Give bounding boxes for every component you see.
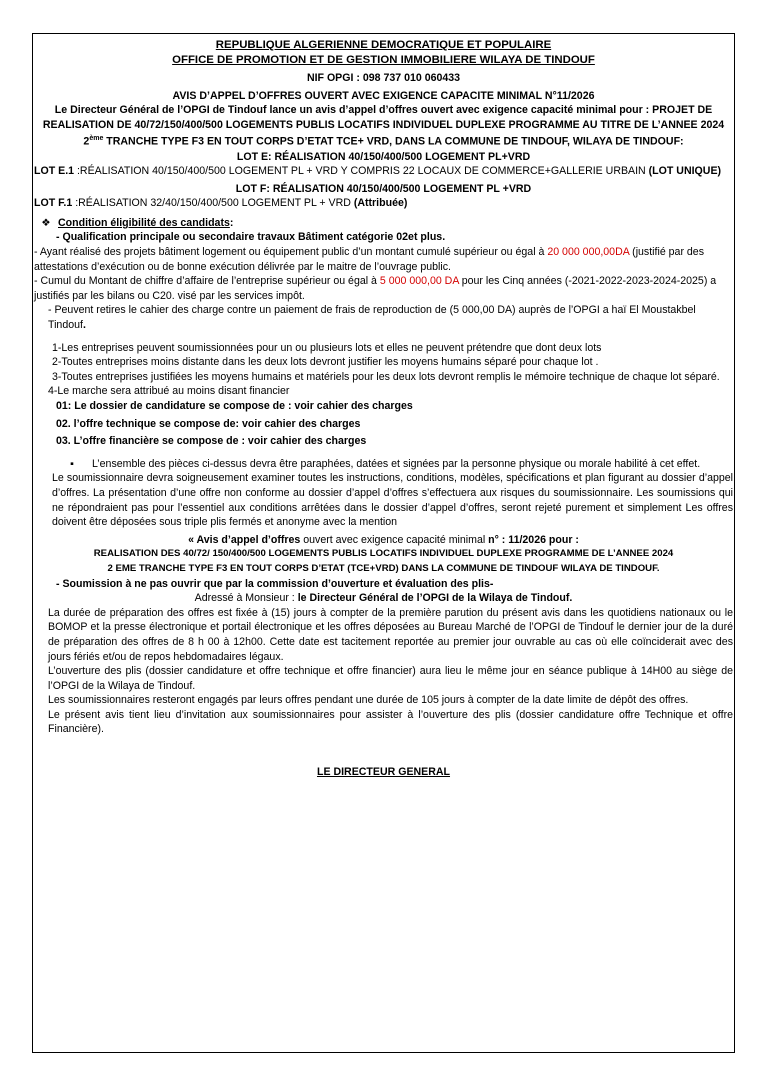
eligibility-heading: ❖ Condition éligibilité des candidats: (34, 216, 733, 231)
rule-3: 3-Toutes entreprises justifiées les moyens humains et matériels pour les deux lots devront remplis le mémoire technique de chaque lot séparé. (52, 370, 720, 383)
lot-f-title: LOT F: RÉALISATION 40/150/400/500 LOGEMENT PL +VRD (235, 182, 532, 195)
mention-line-3: 2 EME TRANCHE TYPE F3 EN TOUT CORPS D’ETAT (TCE+VRD) DANS LA COMMUNE DE TINDOUF WILAYA DE TINDOUF. (107, 562, 660, 574)
diamond-bullet-icon: ❖ (41, 216, 51, 229)
eligibility-item-3: - Peuvent retires le cahier des charge contre un paiement de frais de reproduction de (5 000,00 DA) auprès de l’OPGI a haï El Moustakbel Tindouf. (48, 304, 696, 332)
closing-paragraph-4: Le présent avis tient lieu d’invitation aux soumissionnaires pour assister à l’ouverture des plis (dossier candidature offre Technique et offre Financière). (48, 708, 733, 736)
header-nif: NIF OPGI : 098 737 010 060433 (306, 72, 461, 84)
eligibility-item-2: - Cumul du Montant de chiffre d’affaire de l’entreprise supérieur ou égal à 5 000 000,00 DA pour les Cinq années (-2021-2022-2023-2024-2025) a justifiés par les bilans ou C20. visé par les services impôt. (34, 275, 717, 302)
lot-f1-line: LOT F.1 :RÉALISATION 32/40/150/400/500 LOGEMENT PL + VRD (Attribuée) (34, 197, 408, 210)
document-body (34, 38, 733, 780)
header-republic: REPUBLIQUE ALGERIENNE DEMOCRATIQUE ET POPULAIRE (215, 39, 552, 51)
dossier-offre-financiere: 03. L’offre financière se compose de : voir cahier des charges (56, 435, 367, 448)
body-paragraph-2: Le soumissionnaire devra soigneusement examiner toutes les instructions, conditions, modèles, spécifications et plan figurant au dossier d’appel d’offres. La présentation d’une offre non conforme au dossier d’appel d’offres s’effectuera aux risques du soumissionnaire. Les soumissions qui ne répondraient pas pour l’essentiel aux conditions arrêtées dans le dossier d’appel d’offres, seront rejeté purement et simplement Les offres doivent être déposées sous triple plis fermés et anonyme avec la mention (52, 472, 733, 529)
intro-paragraph: Le Directeur Général de l’OPGI de Tindouf lance un avis d’appel d’offres ouvert avec exigence capacité minimal pour : PROJET DE REALISATION DE 40/72/150/400/500 LOGEMENTS PUBLIS LOCATIFS INDIVIDUEL DUPLEXE PROGRAMME AU TITRE DE L’ANNEE 2024 2ème TRANCHE TYPE F3 EN TOUT CORPS D’ETAT TCE+ VRD, DANS LA COMMUNE DE TINDOUF, WILAYA DE TINDOUF: (42, 104, 725, 148)
square-bullet-icon: ▪ (70, 457, 74, 470)
closing-paragraph-3: Les soumissionnaires resteront engagés par leurs offres pendant une durée de 105 jours à compter de la date limite de dépôt des offres. (48, 694, 689, 707)
dossier-offre-technique: 02. l’offre technique se compose de: voir cahier des charges (56, 417, 361, 430)
dossier-candidature: 01: Le dossier de candidature se compose de : voir cahier des charges (56, 400, 413, 412)
eligibility-item-1: - Ayant réalisé des projets bâtiment logement ou équipement public d’un montant cumulé supérieur ou égal à 20 000 000,00DA (justifié par des attestations d’exécution ou de bonne exécution délivrée par le maitre de l’ouvrage public. (34, 246, 704, 273)
lot-e-title: LOT E: RÉALISATION 40/150/400/500 LOGEMENT PL+VRD (236, 150, 531, 163)
closing-paragraph-2: L’ouverture des plis (dossier candidature et offre technique et offre financier) aura lieu le même jour en séance publique à 14H00 au siège de l’OPGI de la Wilaya de Tindouf. (48, 665, 733, 692)
mention-line-4: - Soumission à ne pas ouvrir que par la commission d’ouverture et évaluation des plis- (56, 577, 494, 590)
signature-title: LE DIRECTEUR GENERAL (316, 766, 451, 779)
rule-1: 1-Les entreprises peuvent soumissionnées pour un ou plusieurs lots et elles ne peuvent prétendre que dont deux lots (52, 341, 602, 354)
rule-4: 4-Le marche sera attribué au moins disant financier (48, 385, 290, 398)
body-paragraph-1: ▪ L’ensemble des pièces ci-dessus devra être paraphées, datées et signées par la personne physique ou morale habilité à cet effet. (34, 457, 733, 472)
eligibility-qualification: - Qualification principale ou secondaire travaux Bâtiment catégorie 02et plus. (56, 231, 446, 244)
mention-address: Adressé à Monsieur : le Directeur Général de l’OPGI de la Wilaya de Tindouf. (194, 592, 573, 605)
mention-line-2: REALISATION DES 40/72/ 150/400/500 LOGEMENTS PUBLIS LOCATIFS INDIVIDUEL DUPLEXE PROGRAMME DE L’ANNEE 2024 (93, 548, 674, 560)
header-office: OFFICE DE PROMOTION ET DE GESTION IMMOBILIERE WILAYA DE TINDOUF (172, 54, 595, 66)
header-avis-title: AVIS D’APPEL D’OFFRES OUVERT AVEC EXIGENCE CAPACITE MINIMAL N°11/2026 (172, 89, 595, 102)
closing-paragraph-1: La durée de préparation des offres est fixée à (15) jours à compter de la première parution du présent avis dans les quotidiens nationaux ou le BOMOP et la presse électronique et portail électronique et les offres déposées au Bureau Marché de l’OPGI de Tindouf le dernier jour de la duré de préparation des offres de 8 h 00 à 12h00. Cette date est tacitement reportée au premier jour ouvrable au cas où elle coïnciderait avec des jours fériés et/ou de repos hebdomadaires légaux. (48, 606, 733, 663)
rule-2: 2-Toutes entreprises moins distante dans les deux lots devront justifier les moyens humains séparé pour chaque lot . (52, 356, 599, 369)
mention-line-1: « Avis d’appel d’offres ouvert avec exigence capacité minimal n° : 11/2026 pour : (188, 533, 579, 546)
lot-e1-line: LOT E.1 :RÉALISATION 40/150/400/500 LOGEMENT PL + VRD Y COMPRIS 22 LOCAUX DE COMMERCE+GALLERIE URBAIN (LOT UNIQUE) (34, 165, 722, 178)
